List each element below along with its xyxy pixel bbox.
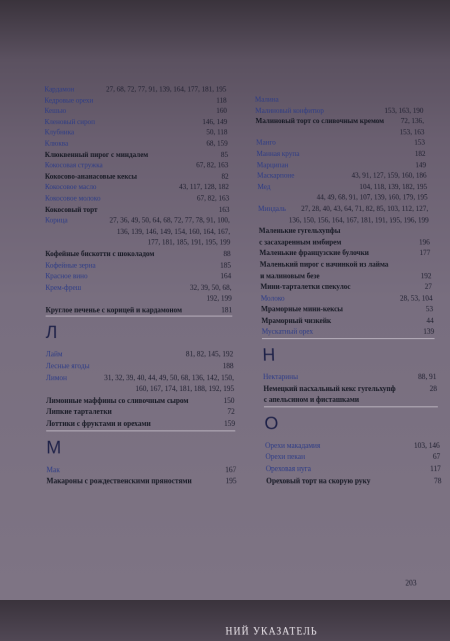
footer-title: НИЙ УКАЗАТЕЛЬ <box>225 625 318 637</box>
index-entry <box>46 305 233 316</box>
section-divider <box>46 430 235 431</box>
page-refs: 88, 91 <box>417 372 437 382</box>
index-entry <box>44 84 226 95</box>
page-refs: 27, 28, 40, 43, 64, 71, 82, 85, 103, 112, 127, <box>301 204 429 213</box>
index-entry <box>46 372 234 383</box>
index-entry <box>46 476 236 488</box>
index-term: Лесные ягоды <box>45 361 90 371</box>
index-term: и малиновым безе <box>259 271 320 280</box>
page-refs: 67, 82, 163 <box>196 161 229 170</box>
index-entry <box>45 260 231 271</box>
page-refs: 103, 146 <box>413 441 440 450</box>
index-entry <box>255 105 424 116</box>
page-refs: 81, 82, 145, 192 <box>185 350 234 360</box>
index-term: Малина <box>254 95 279 104</box>
index-term: Маленькие французские булочки <box>259 249 370 258</box>
index-term: с засахаренным имбирем <box>259 237 342 247</box>
index-term: Кофейные зерна <box>45 260 96 270</box>
page-refs: 160, 167, 174, 181, 188, 192, 195 <box>135 384 235 394</box>
index-entry <box>265 452 440 464</box>
page-refs: 68, 159 <box>206 139 228 148</box>
page-refs: 27 <box>424 282 433 292</box>
index-term: Кофейные бискотти с шоколадом <box>45 249 155 259</box>
index-term: Липкие тарталетки <box>46 407 112 417</box>
index-entry <box>258 193 428 204</box>
index-entry <box>45 149 228 160</box>
section-divider <box>46 316 233 317</box>
page-refs: 82 <box>221 172 229 181</box>
index-entry <box>256 138 425 149</box>
index-entry <box>266 463 442 475</box>
page-refs: 167 <box>225 465 237 475</box>
index-entry <box>45 249 231 260</box>
section-letter: О <box>264 412 279 434</box>
index-entry <box>256 149 425 160</box>
index-entry <box>258 215 429 226</box>
index-term: Марципан <box>256 160 289 169</box>
index-entry <box>260 282 432 293</box>
index-entry <box>46 349 234 360</box>
index-entry <box>266 475 442 487</box>
index-entry <box>45 282 231 293</box>
page-refs: 67, 82, 163 <box>196 194 230 203</box>
index-term: Молоко <box>260 293 285 303</box>
page-refs: 164 <box>220 272 232 281</box>
page-refs: 188 <box>222 361 234 371</box>
page-refs: 31, 32, 39, 40, 44, 49, 50, 68, 136, 142, 150, <box>104 373 234 382</box>
page-refs: 160 <box>216 106 228 116</box>
index-entry <box>257 160 427 171</box>
right-column <box>255 95 442 487</box>
index-entry <box>261 304 433 315</box>
page-refs: 85 <box>220 150 229 159</box>
index-term: Малиновый конфитюр <box>255 106 325 115</box>
page-refs: 28 <box>429 384 438 393</box>
index-entry <box>46 407 235 419</box>
index-term: Мини-тарталетки спекулос <box>260 282 351 292</box>
index-term: Кленовый сироп <box>44 117 96 126</box>
index-entry <box>265 440 440 452</box>
page-refs: 118 <box>216 96 227 105</box>
index-term: Кокосово-ананасовые кексы <box>44 172 138 181</box>
page-number: 203 <box>405 578 417 588</box>
index-term: Лимон <box>45 373 68 382</box>
index-entry <box>45 204 230 215</box>
page-refs: 150 <box>223 396 235 406</box>
index-term: Кардамон <box>44 85 75 94</box>
index-term: Кокосовое масло <box>44 183 97 192</box>
index-term: Орехи макадамия <box>264 441 321 450</box>
index-entry <box>257 171 427 182</box>
page-refs: 72 <box>227 407 235 417</box>
page-refs: 185 <box>220 260 232 270</box>
index-entry <box>45 117 228 128</box>
index-entry <box>261 293 433 304</box>
section-divider <box>262 338 435 339</box>
index-term: Крем-фреш <box>45 283 82 292</box>
index-entry <box>259 237 430 248</box>
index-term: Клюква <box>44 139 69 148</box>
index-entry <box>259 226 430 237</box>
page-refs: 192, 199 <box>206 294 232 304</box>
index-entry <box>255 116 424 138</box>
page-refs: 117 <box>429 464 442 474</box>
index-term: Манная крупа <box>256 149 300 158</box>
index-term: Круглое печенье с корицей и кардамоном <box>45 305 183 315</box>
index-entry <box>46 384 234 396</box>
index-entry <box>264 395 438 407</box>
index-term: Ореховая нуга <box>265 464 312 474</box>
index-term: Кокосовый торт <box>45 205 98 214</box>
index-entry <box>45 193 229 204</box>
index-entry <box>46 293 232 304</box>
index-term: Макароны с рождественскими пряностями <box>46 476 192 486</box>
index-entry <box>45 160 229 171</box>
index-entry <box>45 138 228 149</box>
page-refs: 177, 181, 185, 191, 195, 199 <box>147 238 231 247</box>
index-entry <box>44 95 226 106</box>
index-entry <box>45 171 229 182</box>
page-refs: 27, 36, 49, 50, 64, 68, 72, 77, 78, 91, 100, <box>109 216 230 225</box>
index-term: Мускатный орех <box>261 327 314 337</box>
index-term: Маскарпоне <box>257 171 295 180</box>
index-term: Малиновый торт со сливочным кремом <box>255 117 385 126</box>
page-refs: 28, 53, 104 <box>399 293 433 303</box>
index-entry <box>45 226 230 237</box>
index-term: Мраморный чизкейк <box>261 316 332 326</box>
index-term: Орехи пекан <box>265 452 306 462</box>
page-refs: 44 <box>426 316 434 326</box>
page-refs: 196 <box>418 237 431 247</box>
index-entry <box>263 372 437 383</box>
page-refs: 136, 139, 146, 149, 154, 160, 164, 167, <box>116 227 231 236</box>
index-term: Красное вино <box>45 272 88 281</box>
page-refs: 78 <box>433 476 442 486</box>
index-term: Клюквенный пирог с миндалем <box>44 150 149 159</box>
index-entry <box>45 215 230 226</box>
index-entry <box>259 248 430 259</box>
index-entry <box>45 128 228 139</box>
page-refs: 146, 149 <box>202 117 228 126</box>
left-column <box>44 84 236 487</box>
index-term: Маленький пирог с начинкой из лайма <box>259 260 389 269</box>
index-entry <box>46 464 236 476</box>
index-term: Лайм <box>45 350 63 360</box>
page-refs: 136, 150, 156, 164, 167, 181, 191, 195, 196, 199 <box>288 215 429 225</box>
index-entry <box>258 204 428 215</box>
page-refs: 195 <box>225 476 237 486</box>
index-entry <box>46 395 235 407</box>
page-refs: 139 <box>423 327 435 337</box>
index-term: Манго <box>256 138 276 148</box>
page-refs: 67 <box>432 452 441 462</box>
index-entry <box>45 271 231 282</box>
page-refs: 43, 117, 128, 182 <box>178 183 230 192</box>
index-term: Мед <box>257 182 271 191</box>
page-refs: 50, 118 <box>206 128 228 137</box>
index-term: Миндаль <box>258 204 287 213</box>
page-refs: 181 <box>221 305 233 315</box>
page-refs: 72, 136, 153, 163 <box>399 117 425 137</box>
page-refs: 159 <box>223 419 236 429</box>
index-term: Лимонные маффины со сливочным сыром <box>46 396 189 406</box>
index-entry <box>260 270 432 281</box>
index-term: Корица <box>45 216 68 225</box>
index-entry <box>45 237 230 248</box>
index-term: Немецкий пасхальный кекс гугельхупф <box>263 384 396 393</box>
index-term: Мак <box>46 465 60 475</box>
index-term: с апельсином и фисташками <box>263 395 360 405</box>
page-refs: 44, 49, 68, 91, 107, 139, 160, 179, 195 <box>316 193 428 202</box>
index-term: Ореховый торт на скорую руку <box>266 476 371 486</box>
page-refs: 163 <box>218 205 230 214</box>
index-entry <box>46 361 234 372</box>
index-entry <box>45 106 228 117</box>
index-term: Нектарины <box>262 372 299 382</box>
page-refs: 182 <box>414 149 426 158</box>
index-entry <box>263 383 437 395</box>
index-term: Клубника <box>44 128 75 137</box>
page-refs: 192 <box>420 271 432 280</box>
index-term: Маленькие гугельхупфы <box>258 226 341 236</box>
index-term: Кешью <box>44 106 67 116</box>
index-entry <box>45 182 229 193</box>
index-entry <box>260 259 432 270</box>
section-letter: Н <box>262 344 276 366</box>
page-refs: 32, 39, 50, 68, <box>189 283 232 292</box>
index-entry <box>261 315 434 326</box>
index-term: Кокосовая стружка <box>44 161 103 170</box>
page-refs: 104, 118, 139, 182, 195 <box>359 182 428 191</box>
page-refs: 53 <box>425 305 434 314</box>
index-entry <box>255 95 423 106</box>
index-term: Кедровые орехи <box>44 96 94 105</box>
page-refs: 177 <box>419 249 431 258</box>
index-term: Лоттики с фруктами и орехами <box>46 419 151 429</box>
index-entry <box>257 182 427 193</box>
page-refs: 153, 163, 190 <box>384 106 424 115</box>
page-refs: 43, 91, 127, 159, 160, 186 <box>351 171 427 180</box>
index-entry <box>46 418 235 430</box>
index-term: Кокосовое молоко <box>44 194 101 203</box>
index-entry <box>262 327 435 338</box>
page-refs: 149 <box>415 160 427 169</box>
page-refs: 88 <box>223 249 231 259</box>
page-refs: 153 <box>414 138 426 148</box>
section-divider <box>264 406 438 407</box>
index-term: Мраморные мини-кексы <box>260 305 344 314</box>
page-refs: 27, 68, 72, 77, 91, 139, 164, 177, 181, 195 <box>106 85 227 94</box>
section-letter: Л <box>45 322 58 343</box>
section-letter: М <box>46 436 62 458</box>
